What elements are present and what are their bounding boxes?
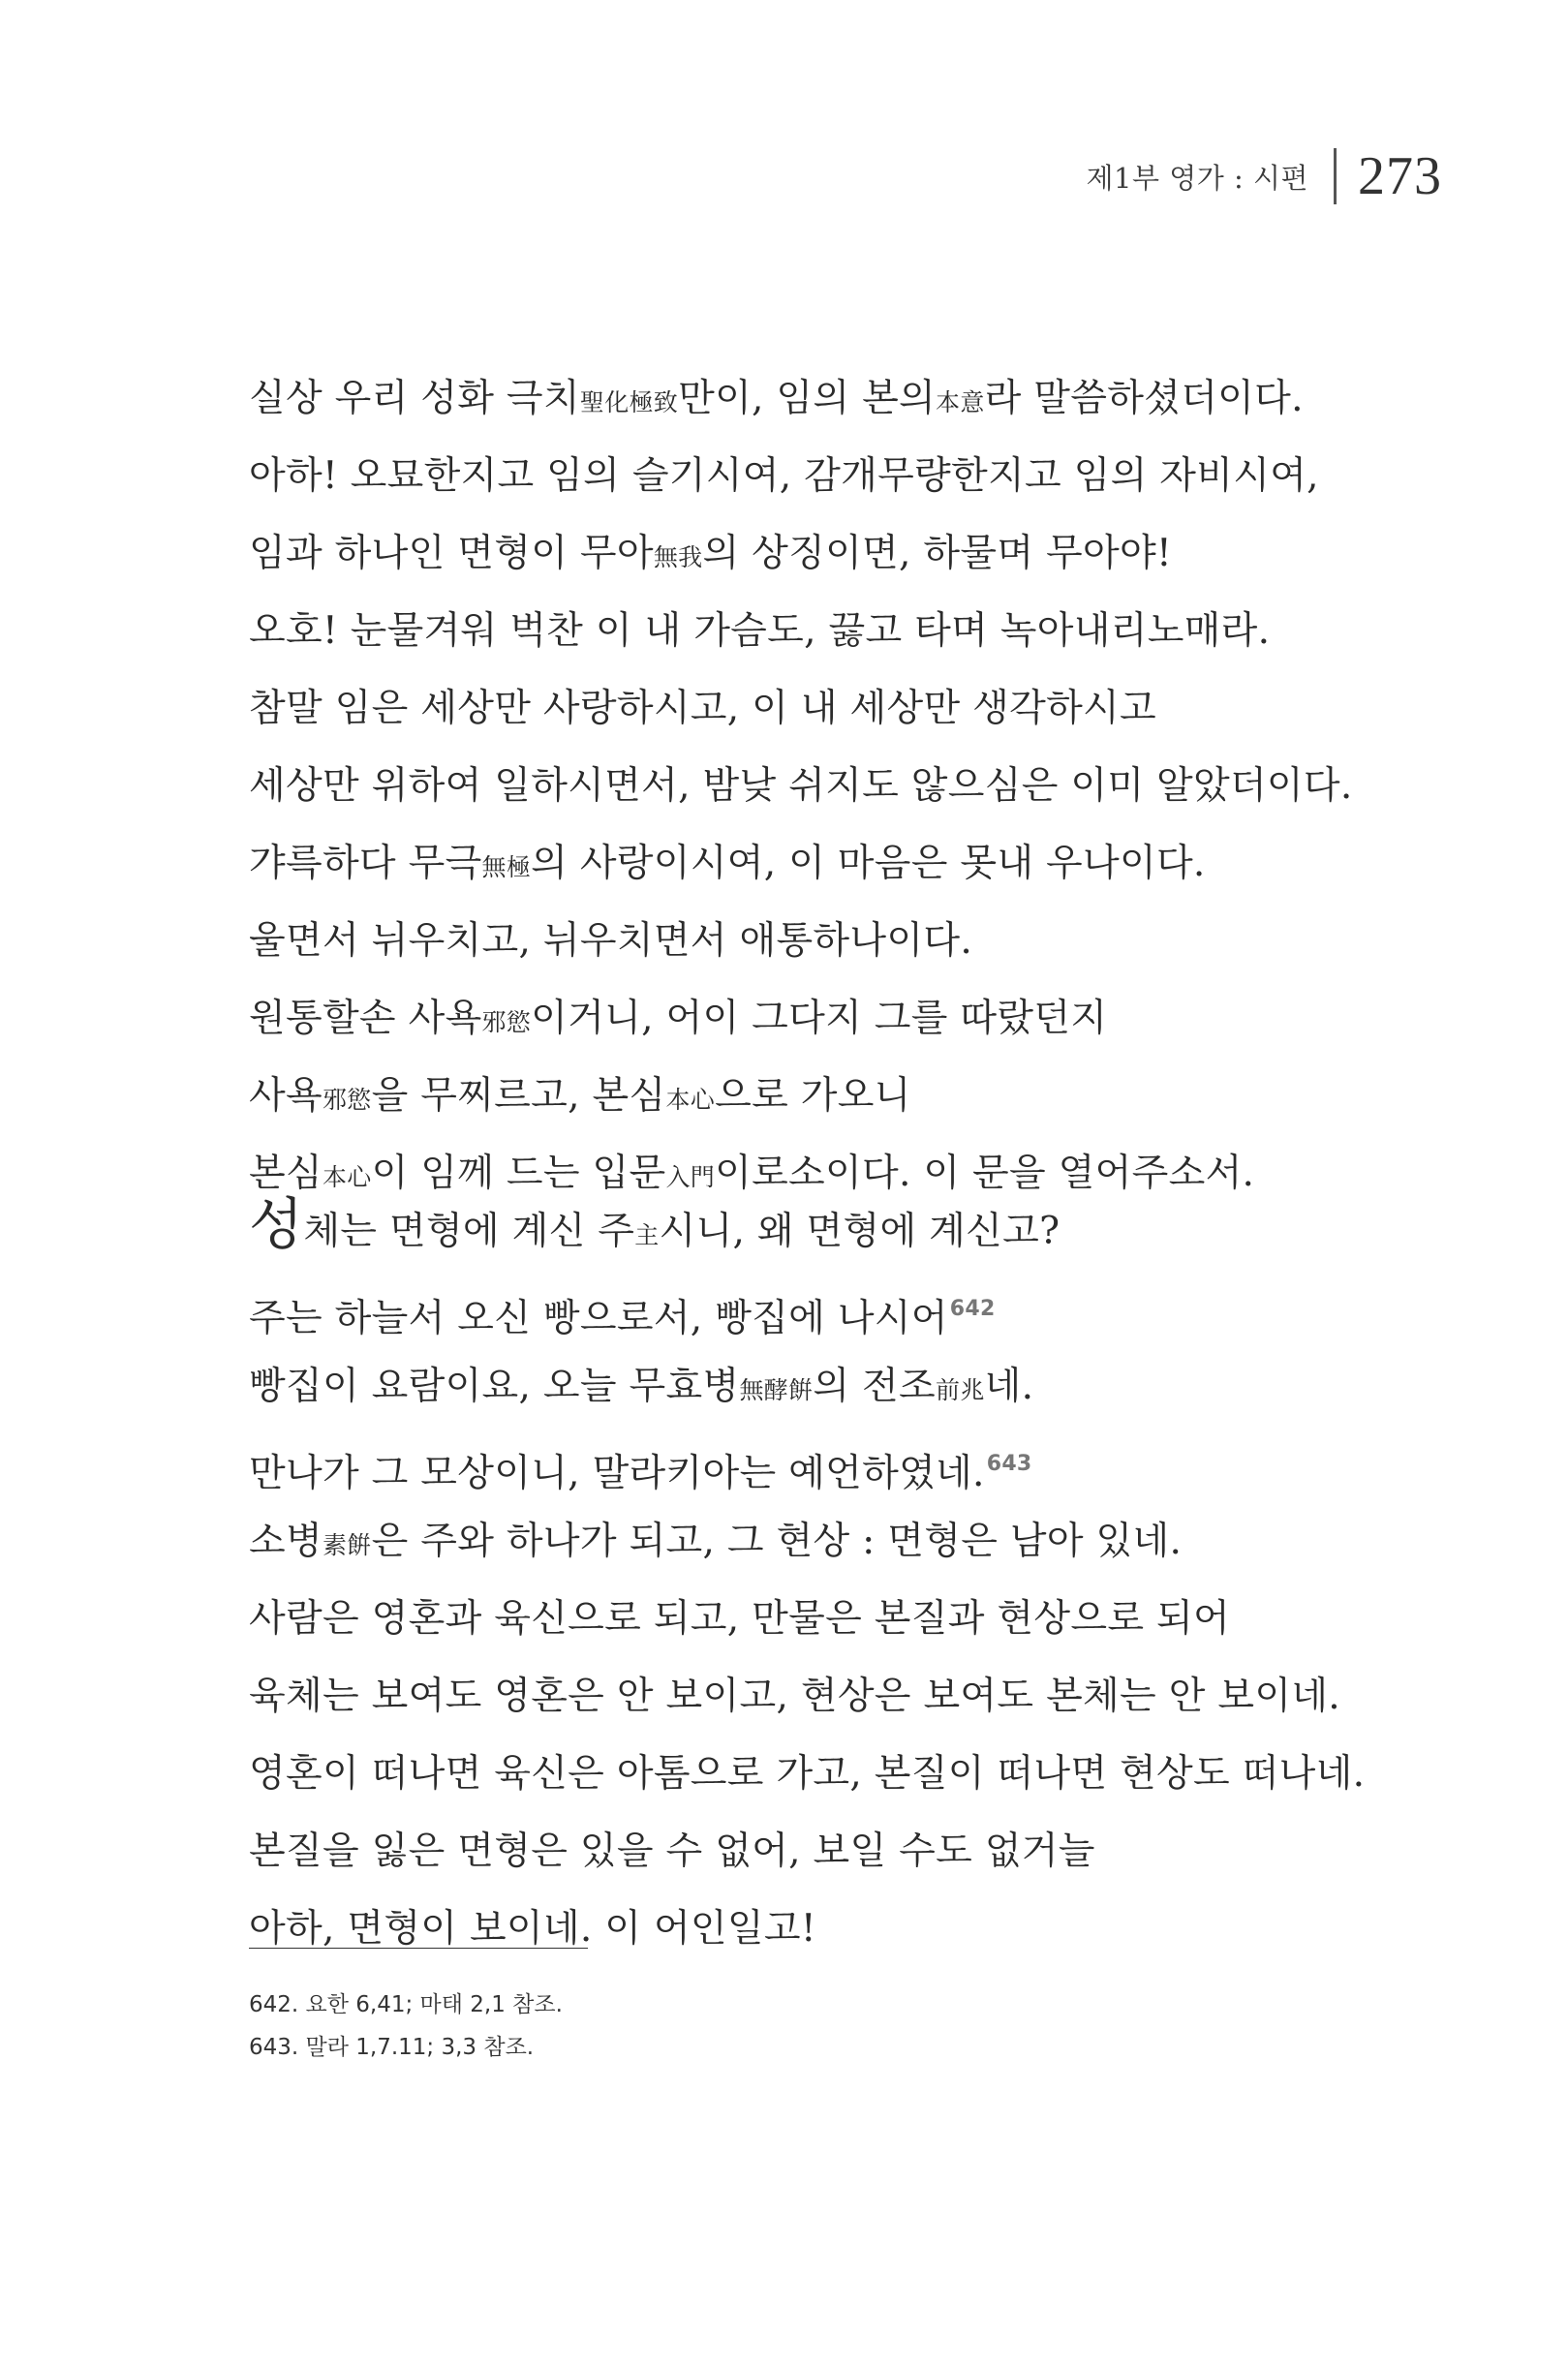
hanja-gloss: 邪慾 (322, 1086, 372, 1114)
hanja-gloss: 聖化極致 (579, 388, 679, 416)
verse-text: 을 무찌르고, 본심 (371, 1074, 666, 1118)
verse-line (249, 1891, 1469, 1968)
verse-line (249, 360, 1469, 438)
verse-text: 본질을 잃은 면형은 있을 수 없어, 보일 수도 없거늘 (249, 1830, 1095, 1873)
verse-line (249, 593, 1469, 670)
verse-text: 원통할손 사욕 (249, 997, 482, 1040)
verse-text: 네. (984, 1365, 1034, 1408)
verse-line (249, 980, 1469, 1058)
verse-text: 만나가 그 모상이니, 말라키아는 예언하였네. (249, 1452, 985, 1495)
hanja-gloss: 主 (634, 1221, 660, 1249)
verse-text: 이거니, 어이 그다지 그를 따랐던지 (531, 997, 1108, 1040)
hanja-gloss: 無酵餠 (739, 1376, 814, 1404)
hanja-gloss: 邪慾 (481, 1008, 532, 1036)
page-number: 273 (1358, 146, 1442, 206)
verse-line (249, 438, 1469, 515)
stanza-1 (249, 360, 1469, 1213)
verse-line (249, 670, 1469, 748)
verse-line (249, 1348, 1469, 1426)
hanja-gloss: 無我 (653, 543, 703, 571)
verse-line (249, 1813, 1469, 1891)
verse-text: 임과 하나인 면형이 무아 (249, 532, 654, 575)
verse-text: 은 주와 하나가 되고, 그 현상 : 면형은 남아 있네. (371, 1520, 1183, 1563)
verse-text: 울면서 뉘우치고, 뉘우치면서 애통하나이다. (249, 919, 973, 963)
verse-text: 육체는 보여도 영혼은 안 보이고, 현상은 보여도 본체는 안 보이네. (249, 1675, 1340, 1718)
verse-text: 세상만 위하여 일하시면서, 밤낮 쉬지도 않으심은 이미 알았더이다. (249, 764, 1353, 808)
verse-text: 이로소이다. 이 문을 열어주소서. (715, 1152, 1255, 1195)
verse-text: 참말 임은 세상만 사랑하시고, 이 내 세상만 생각하시고 (249, 687, 1157, 730)
verse-line (249, 1736, 1469, 1813)
verse-line (249, 825, 1469, 903)
verse-text: 실상 우리 성화 극치 (249, 377, 580, 420)
hanja-gloss: 素餠 (322, 1531, 372, 1559)
verse-text: 소병 (249, 1520, 323, 1563)
verse-text: 아하, 면형이 보이네. 이 어인일고! (249, 1907, 816, 1951)
verse-line (249, 1503, 1469, 1581)
running-title: 제1부 영가 : 시편 (1086, 161, 1308, 195)
footnote-marker[interactable]: 643 (986, 1452, 1032, 1476)
verse-text: 갸륵하다 무극 (249, 842, 482, 885)
verse-line (249, 1581, 1469, 1658)
verse-text: 사람은 영혼과 육신으로 되고, 만물은 본질과 현상으로 되어 (249, 1597, 1230, 1641)
verse-text: 의 사랑이시여, 이 마음은 못내 우나이다. (531, 842, 1206, 885)
hanja-gloss: 前兆 (936, 1376, 985, 1404)
verse-text: 시니, 왜 면형에 계신고? (659, 1210, 1061, 1253)
verse-line (249, 515, 1469, 593)
verse-text: 아하! 오묘한지고 임의 슬기시여, 감개무량한지고 임의 자비시여, (249, 454, 1319, 498)
footnote-marker[interactable]: 642 (949, 1297, 996, 1321)
footnote-642: 642. 요한 6,41; 마태 2,1 참조. (249, 1992, 563, 2017)
verse-text: 영혼이 떠나면 육신은 아톰으로 가고, 본질이 떠나면 현상도 떠나네. (249, 1752, 1366, 1796)
verse-line (249, 1271, 1469, 1348)
verse-text: 사욕 (249, 1074, 323, 1118)
header-divider (1334, 148, 1337, 204)
footnote-divider (249, 1948, 588, 1949)
hanja-gloss: 無極 (481, 853, 532, 881)
verse-text: 빵집이 요람이요, 오늘 무효병 (249, 1365, 740, 1408)
verse-line (249, 903, 1469, 980)
verse-line (249, 748, 1469, 825)
verse-line (249, 1193, 1469, 1271)
verse-text: 라 말씀하셨더이다. (984, 377, 1304, 420)
footnote-list (249, 1984, 563, 2069)
verse-text: 으로 가오니 (715, 1074, 911, 1118)
verse-line (249, 1658, 1469, 1736)
verse-text: 체는 면형에 계신 주 (303, 1210, 635, 1253)
verse-text: 주는 하늘서 오신 빵으로서, 빵집에 나시어 (249, 1297, 948, 1340)
stanza-2 (249, 1193, 1469, 1968)
verse-text: 본심 (249, 1152, 323, 1195)
running-header (1087, 145, 1442, 207)
hanja-gloss: 本心 (322, 1163, 372, 1191)
verse-text: 의 전조 (813, 1365, 937, 1408)
verse-text: 이 임께 드는 입문 (371, 1152, 666, 1195)
verse-line (249, 1058, 1469, 1135)
verse-text: 만이, 임의 본의 (678, 377, 937, 420)
verse-line (249, 1426, 1469, 1503)
hanja-gloss: 本意 (936, 388, 985, 416)
hanja-gloss: 入門 (665, 1163, 716, 1191)
verse-text: 오호! 눈물겨워 벅찬 이 내 가슴도, 끓고 타며 녹아내리노매라. (249, 609, 1271, 653)
drop-initial: 성 (249, 1191, 304, 1257)
hanja-gloss: 本心 (665, 1086, 716, 1114)
footnote-643: 643. 말라 1,7.11; 3,3 참조. (249, 2035, 535, 2060)
verse-text: 의 상징이면, 하물며 무아야! (702, 532, 1172, 575)
